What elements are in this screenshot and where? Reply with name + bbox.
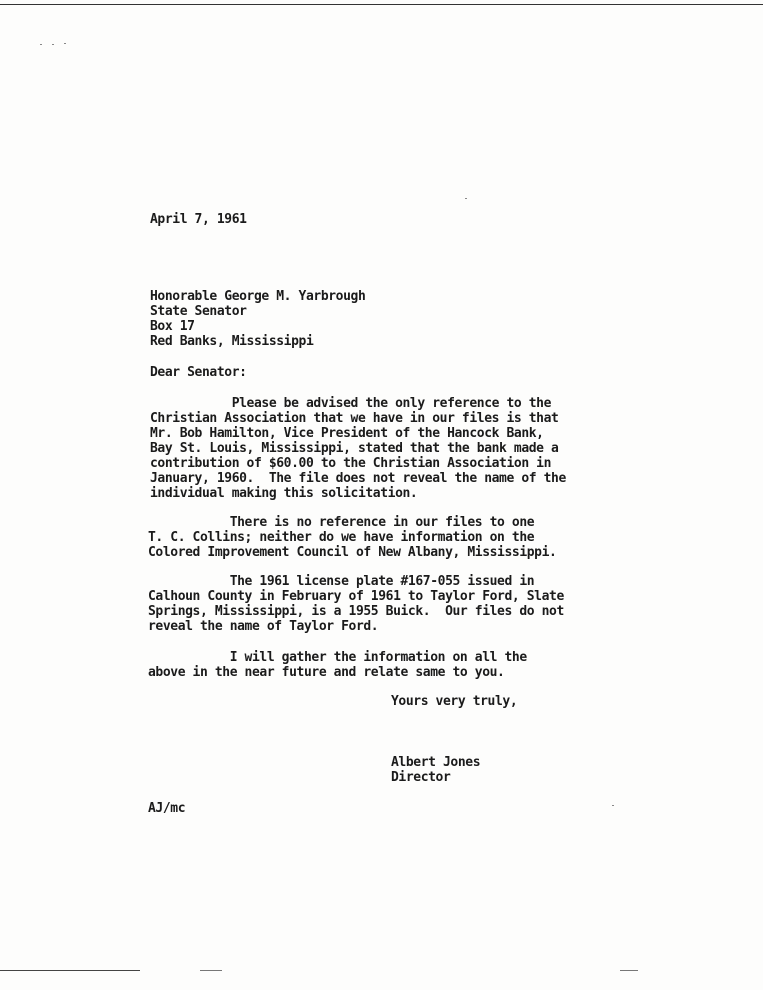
paragraph-line: contribution of $60.00 to the Christian Association in	[150, 456, 552, 471]
signer-name: Albert Jones	[391, 755, 481, 770]
address-line: State Senator	[150, 304, 247, 319]
paragraph-line: T. C. Collins; neither do we have information on the	[148, 530, 535, 545]
scan-speck	[465, 198, 467, 199]
body-paragraph-2	[148, 515, 556, 560]
scan-speck	[40, 44, 42, 45]
paragraph-line: The 1961 license plate #167-055 issued in	[148, 574, 535, 589]
paragraph-line: Bay St. Louis, Mississippi, stated that the bank made a	[150, 441, 559, 456]
scan-speck	[52, 44, 54, 45]
paragraph-line: individual making this solicitation.	[150, 486, 418, 501]
paragraph-line: Please be advised the only reference to the	[150, 396, 552, 411]
paragraph-line: reveal the name of Taylor Ford.	[148, 619, 379, 634]
paragraph-line: I will gather the information on all the	[148, 650, 527, 665]
paragraph-line: Calhoun County in February of 1961 to Taylor Ford, Slate	[148, 589, 564, 604]
paragraph-line: January, 1960. The file does not reveal the name of the	[150, 471, 566, 486]
scan-edge-bottom	[0, 970, 140, 971]
signer-title: Director	[391, 770, 451, 785]
scan-edge-bottom-dash-right	[620, 970, 638, 971]
complimentary-close: Yours very truly,	[391, 694, 518, 709]
body-paragraph-3	[148, 574, 564, 634]
address-line: Box 17	[150, 319, 195, 334]
scan-speck	[612, 805, 614, 806]
reference-initials: AJ/mc	[148, 801, 186, 816]
paragraph-line: Christian Association that we have in our files is that	[150, 411, 559, 426]
body-paragraph-4	[148, 650, 527, 680]
paragraph-line: There is no reference in our files to one	[148, 515, 535, 530]
paragraph-line: Springs, Mississippi, is a 1955 Buick. Our files do not	[148, 604, 564, 619]
salutation: Dear Senator:	[150, 365, 247, 380]
signature-block	[391, 755, 480, 785]
address-line: Honorable George M. Yarbrough	[150, 289, 366, 304]
paragraph-line: Colored Improvement Council of New Albany, Mississippi.	[148, 545, 557, 560]
letter-date: April 7, 1961	[150, 212, 247, 227]
paragraph-line: above in the near future and relate same to you.	[148, 665, 505, 680]
inside-address	[150, 289, 365, 349]
scan-edge-top	[0, 4, 763, 5]
paragraph-line: Mr. Bob Hamilton, Vice President of the Hancock Bank,	[150, 426, 544, 441]
scan-edge-bottom-dash	[200, 970, 222, 971]
address-line: Red Banks, Mississippi	[150, 334, 314, 349]
scan-speck	[64, 43, 66, 44]
body-paragraph-1	[150, 396, 566, 501]
